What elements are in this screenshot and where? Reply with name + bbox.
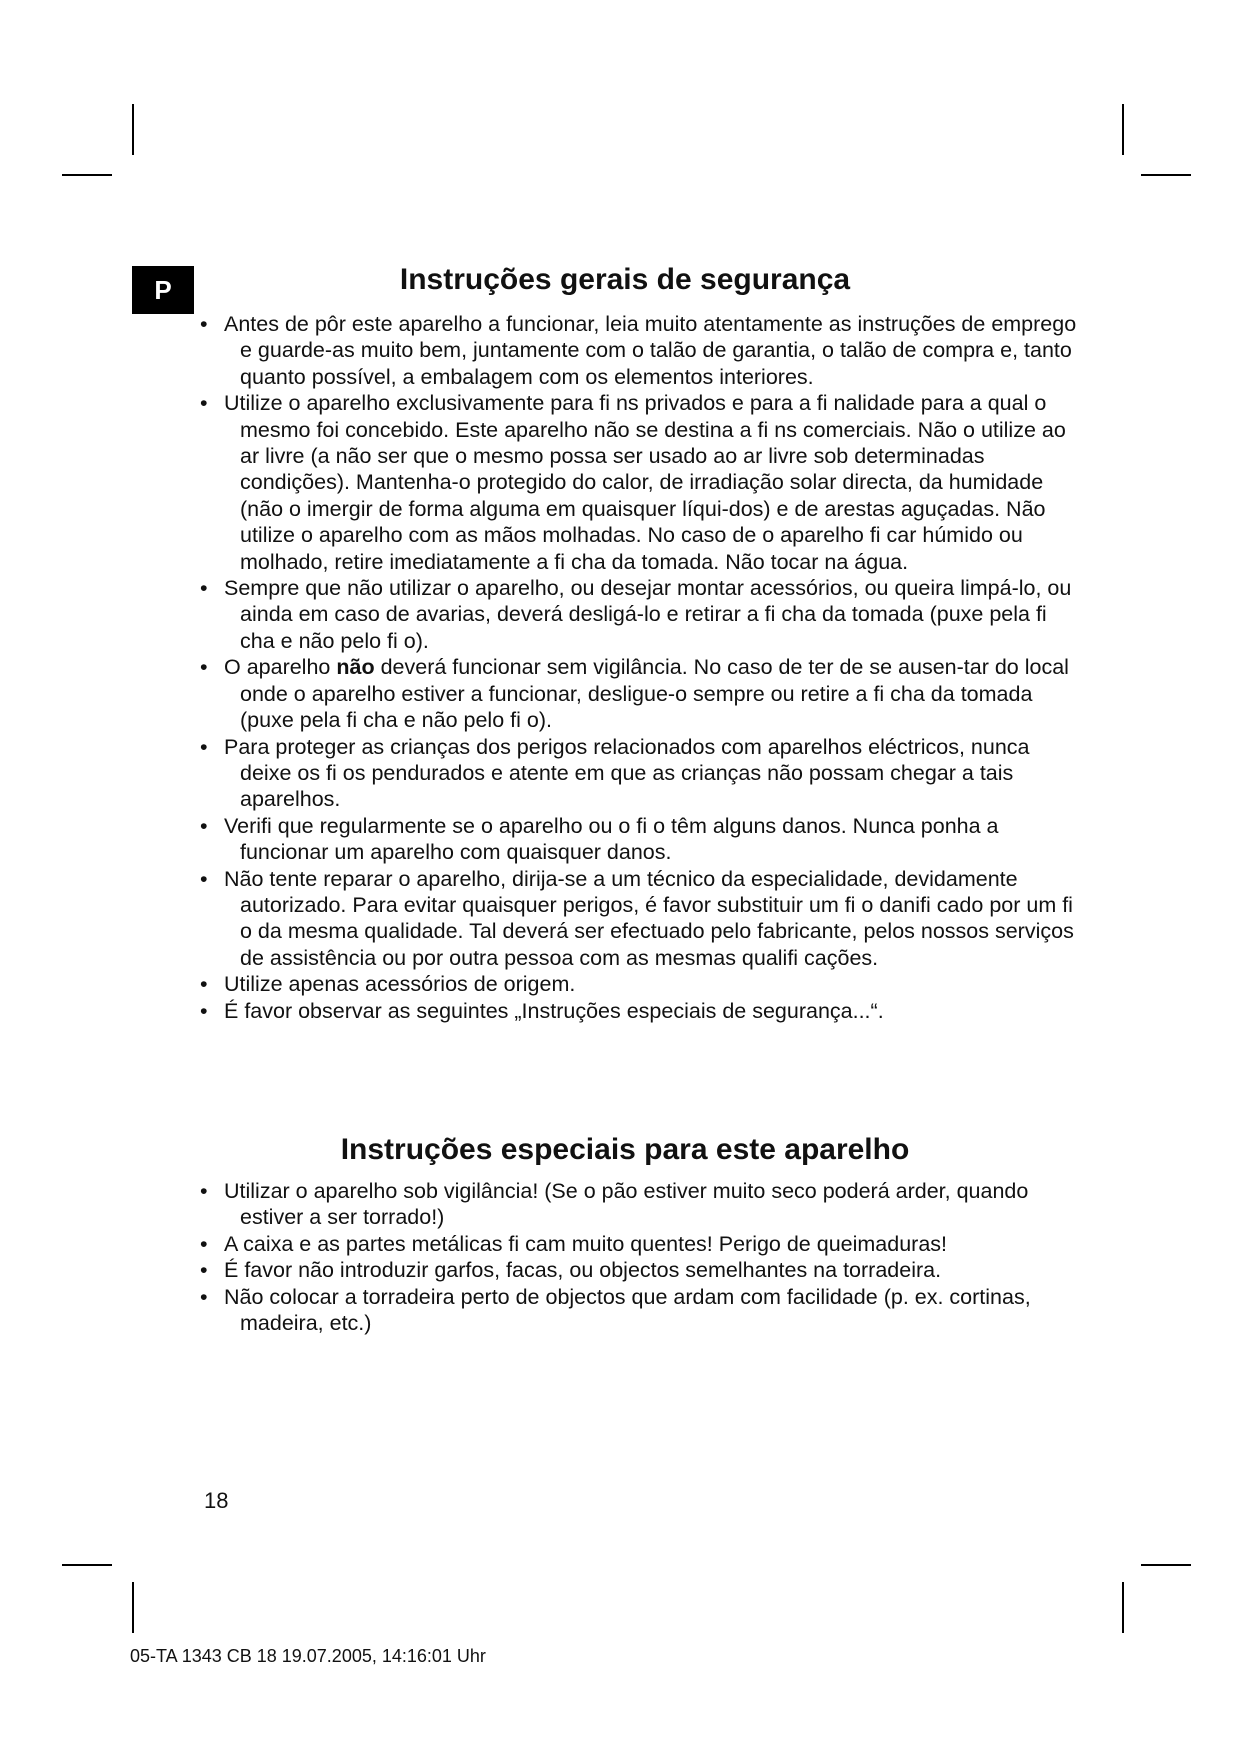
bullet-icon: • <box>200 312 208 336</box>
list-item <box>200 1257 1080 1283</box>
list-item-text: Utilizar o aparelho sob vigilância! (Se o pão estiver muito seco poderá arder, quando estiver a ser torrado!) <box>224 1179 1029 1230</box>
list-item-text: Utilize apenas acessórios de origem. <box>224 972 576 997</box>
general-safety-list <box>200 311 1080 1024</box>
list-item-text: Sempre que não utilizar o aparelho, ou desejar montar acessórios, ou queira limpá-lo, ou ainda em caso de avarias, deverá desligá-lo e retirar a fi cha da tomada (puxe pela fi cha e não pelo fi o). <box>224 576 1072 653</box>
print-footer: 05-TA 1343 CB 18 19.07.2005, 14:16:01 Uhr <box>130 1646 486 1666</box>
bullet-icon: • <box>200 998 208 1023</box>
list-item-text: Utilize o aparelho exclusivamente para fi ns privados e para a fi nalidade para a qual o mesmo foi concebido. Este aparelho não se destina a fi ns comerciais. Não o utilize ao ar livre (a não ser que o mesmo possa ser usado ao ar livre sob determinadas condições). Mantenha-o protegido do calor, de irradiação solar directa, da humidade (não o imergir de forma alguma em quaisquer líqui-dos) e de arestas aguçadas. Não utilize o aparelho com as mãos molhadas. No caso de o aparelho fi car húmido ou molhado, retire imediatamente a fi cha da tomada. Não tocar na água. <box>224 391 1066 574</box>
list-item <box>200 971 1080 997</box>
list-item <box>200 813 1080 866</box>
crop-mark-top-right-horizontal <box>1141 174 1191 176</box>
language-tab: P <box>132 266 194 314</box>
bullet-icon: • <box>200 655 208 680</box>
list-item-text: O aparelho <box>224 655 337 680</box>
crop-mark-bottom-left-horizontal <box>62 1564 112 1566</box>
list-item-text: Antes de pôr este aparelho a funcionar, leia muito atentamente as instruções de emprego e guarde-as muito bem, juntamente com o talão de garantia, o talão de compra e, tanto quanto possível, a embalagem com os elementos interiores. <box>224 312 1077 389</box>
list-item <box>200 1178 1080 1231</box>
crop-mark-top-left-horizontal <box>62 174 112 176</box>
list-item <box>200 311 1080 390</box>
bullet-icon: • <box>200 391 208 416</box>
bullet-icon: • <box>200 1231 208 1256</box>
list-item <box>200 1231 1080 1257</box>
bullet-icon: • <box>200 972 208 997</box>
bullet-icon: • <box>200 813 208 838</box>
list-item-emphasis: não <box>336 655 375 680</box>
bullet-icon: • <box>200 734 208 759</box>
list-item-text: Para proteger as crianças dos perigos relacionados com aparelhos eléctricos, nunca deixe os fi os pendurados e atente em que as crianças não possam chegar a tais aparelhos. <box>224 734 1030 812</box>
list-item-text: Não colocar a torradeira perto de objectos que ardam com facilidade (p. ex. cortinas, madeira, etc.) <box>224 1284 1031 1336</box>
list-item-text: A caixa e as partes metálicas fi cam muito quentes! Perigo de queimaduras! <box>224 1231 948 1256</box>
list-item-text: É favor observar as seguintes „Instruções especiais de segurança...“. <box>224 998 884 1023</box>
list-item-text: Não tente reparar o aparelho, dirija-se a um técnico da especialidade, devidamente autorizado. Para evitar quaisquer perigos, é favor substituir um fi o danifi cado por um fi o da mesma qualidade. Tal deverá ser efectuado pelo fabricante, pelos nossos serviços de assistência ou por outra pessoa com as mesmas qualifi cações. <box>224 866 1074 970</box>
section-title-special-instructions: Instruções especiais para este aparelho <box>340 1133 910 1166</box>
bullet-icon: • <box>200 1179 208 1203</box>
list-item <box>200 866 1080 972</box>
list-item-text: Verifi que regularmente se o aparelho ou o fi o têm alguns danos. Nunca ponha a funcionar um aparelho com quaisquer danos. <box>224 813 999 865</box>
section-title-general-safety: Instruções gerais de segurança <box>399 263 851 296</box>
list-item <box>200 734 1080 813</box>
special-instructions-list <box>200 1178 1080 1336</box>
bullet-icon: • <box>200 1284 208 1309</box>
list-item <box>200 1284 1080 1337</box>
bullet-icon: • <box>200 576 208 601</box>
page-number: 18 <box>204 1488 229 1513</box>
list-item-text: É favor não introduzir garfos, facas, ou objectos semelhantes na torradeira. <box>224 1258 942 1283</box>
bullet-icon: • <box>200 1258 208 1283</box>
crop-mark-bottom-right-vertical <box>1122 1582 1124 1633</box>
crop-mark-bottom-left-vertical <box>132 1582 134 1633</box>
list-item <box>200 390 1080 575</box>
list-item-text: deverá funcionar sem vigilância. No caso de ter de se ausen-tar do local onde o aparelho estiver a funcionar, desligue-o sempre ou retire a fi cha da tomada (puxe pela fi cha e não pelo fi o). <box>240 655 1069 733</box>
crop-mark-top-left-vertical <box>132 104 134 155</box>
list-item <box>200 654 1080 733</box>
crop-mark-top-right-vertical <box>1122 104 1124 155</box>
crop-mark-bottom-right-horizontal <box>1141 1564 1191 1566</box>
list-item <box>200 575 1080 654</box>
bullet-icon: • <box>200 866 208 891</box>
list-item <box>200 998 1080 1024</box>
